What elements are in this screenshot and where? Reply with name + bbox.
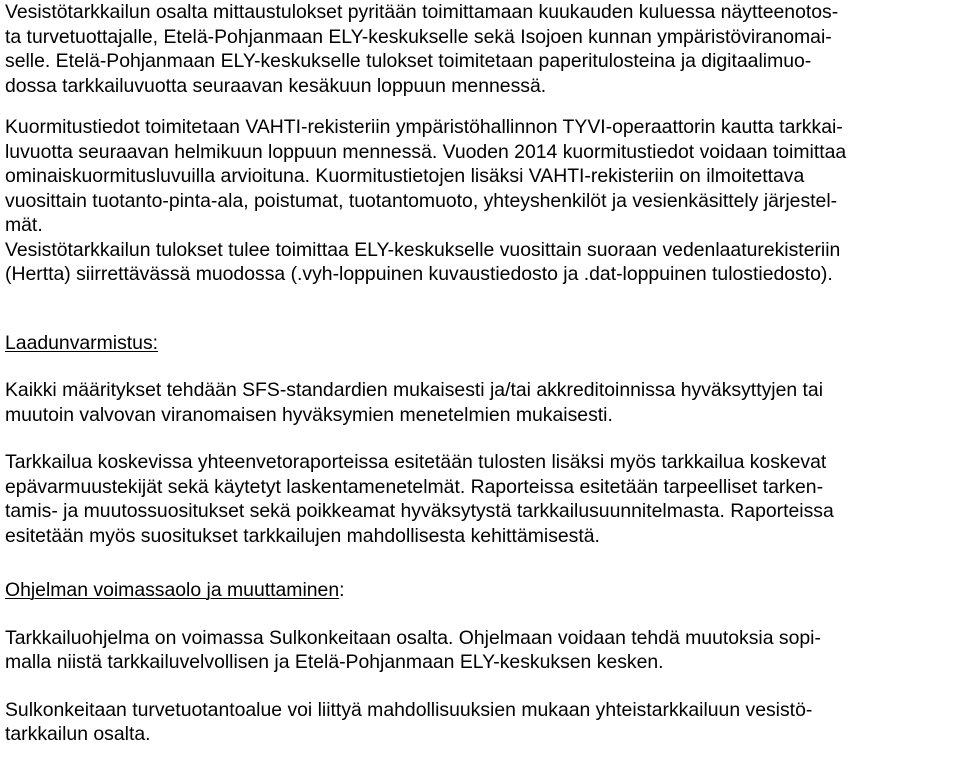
text-line: muutoin valvovan viranomaisen hyväksymien menetelmien mukaisesti. (5, 403, 613, 426)
text-line: vuosittain tuotanto-pinta-ala, poistumat, tuotantomuoto, yhteyshenkilöt ja vesienkäsittely järjestel- (5, 189, 838, 212)
text-line: Sulkonkeitaan turvetuotantoalue voi liittyä mahdollisuuksien mukaan yhteistarkkailuun vesistö- (5, 698, 813, 721)
heading-text: Laadunvarmistus: (5, 331, 159, 354)
heading-text: Ohjelman voimassaolo ja muuttaminen (5, 579, 340, 601)
section-heading-validity (5, 578, 957, 603)
text-line: Kaikki määritykset tehdään SFS-standardien mukaisesti ja/tai akkreditoinnissa hyväksyttyjen tai (5, 379, 824, 401)
text-line: tamis- ja muutossuositukset sekä poikkeamat hyväksytystä tarkkailusuunnitelmasta. Raporteissa (5, 500, 834, 522)
text-line: ta turvetuottajalle, Etelä-Pohjanmaan ELY-keskukselle sekä Isojoen kunnan ympäristöviranomai- (5, 25, 832, 48)
text-line: esitetään myös suositukset tarkkailujen mahdollisesta kehittämisestä. (5, 524, 600, 547)
heading-colon: : (339, 579, 345, 601)
text-line: luvuotta seuraavan helmikuun loppuun mennessä. Vuoden 2014 kuormitustiedot voidaan toimittaa (5, 140, 847, 163)
text-line: (Hertta) siirrettävässä muodossa (.vyh-loppuinen kuvaustiedosto ja .dat-loppuinen tulostiedosto). (5, 263, 833, 285)
text-line: ominaiskuormitusluvuilla arvioituna. Kuormitustietojen lisäksi VAHTI-rekisteriin on ilmoitettava (5, 165, 805, 187)
text-line: mät. (5, 214, 43, 236)
text-line: selle. Etelä-Pohjanmaan ELY-keskukselle tulokset toimitetaan paperitulosteina ja digitaalimuo- (5, 50, 812, 72)
text-line: tarkkailun osalta. (5, 723, 151, 745)
section-heading-quality (5, 331, 957, 356)
text-line: Tarkkailua koskevissa yhteenvetoraporteissa esitetään tulosten lisäksi myös tarkkailua koskevat (5, 451, 827, 473)
paragraph-reporting-schedule (5, 0, 957, 98)
text-line: dossa tarkkailuvuotta seuraavan kesäkuun loppuun mennessä. (5, 74, 547, 97)
paragraph-joint-monitoring (5, 698, 957, 747)
text-line: Tarkkailuohjelma on voimassa Sulkonkeitaan osalta. Ohjelmaan voidaan tehdä muutoksia sopi- (5, 626, 821, 649)
paragraph-reports (5, 450, 957, 548)
text-line: Vesistötarkkailun tulokset tulee toimittaa ELY-keskukselle vuosittain suoraan vedenlaaturekisteriin (5, 238, 841, 261)
text-line: malla niistä tarkkailuvelvollisen ja Etelä-Pohjanmaan ELY-keskuksen kesken. (5, 651, 664, 673)
text-line: Vesistötarkkailun osalta mittaustulokset pyritään toimittamaan kuukauden kuluessa näytteenotos- (5, 1, 839, 23)
text-line: epävarmuustekijät sekä käytetyt laskentamenetelmät. Raporteissa esitetään tarpeelliset tarken- (5, 475, 824, 498)
text-line: Kuormitustiedot toimitetaan VAHTI-rekisteriin ympäristöhallinnon TYVI-operaattorin kautta tarkkai- (5, 116, 843, 138)
paragraph-program-validity (5, 626, 957, 675)
document-page (5, 0, 957, 747)
paragraph-quality-methods (5, 378, 957, 427)
paragraph-load-data (5, 115, 957, 287)
